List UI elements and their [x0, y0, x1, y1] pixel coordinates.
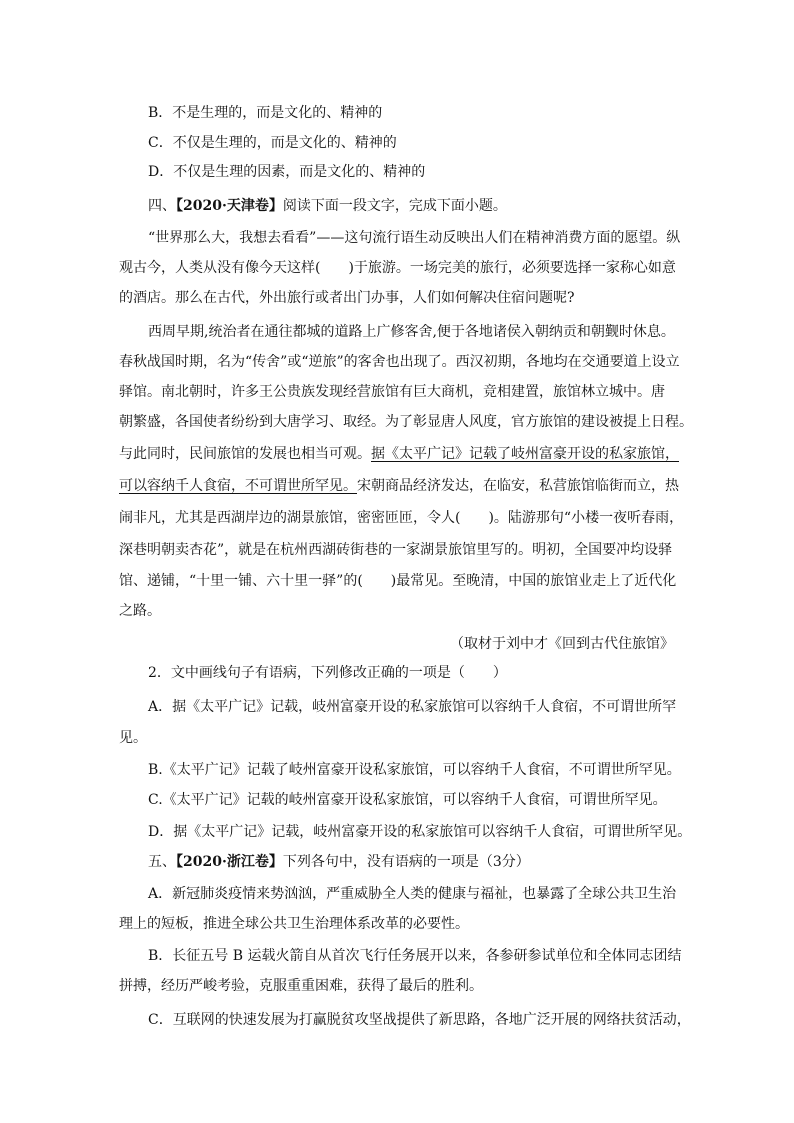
passage-p1-line1: “世界那么大，我想去看看”——这句流行语生动反映出人们在精神消费方面的愿望。纵: [148, 230, 681, 246]
section-5-instruction: 下列各句中，没有语病的一项是（3分）: [282, 854, 530, 870]
passage-p2-line6: [119, 476, 679, 496]
passage-source: （取材于刘中才《回到古代住旅馆》: [450, 636, 674, 652]
passage-p2-line9-b: )最常见。至晚清，中国的旅馆业走上了近代化: [390, 573, 677, 589]
passage-p2-line7-a: 闹非凡，尤其是西湖岸边的湖景旅馆，密密匝匝，令人(: [119, 510, 461, 526]
q5-option-c-line1: C．互联网的快速发展为打赢脱贫攻坚战提供了新思路，各地广泛开展的网络扶贫活动，: [148, 1012, 691, 1028]
q5-option-b-line2: 拼搏，经历严峻考验，克服重重困难，获得了最后的胜利。: [119, 978, 483, 994]
passage-p1-line2-b: )于旅游。一场完美的旅行，必须要选择一家称心如意: [348, 260, 676, 276]
q5-option-a-line1: A．新冠肺炎疫情来势汹汹，严重威胁全人类的健康与福祉，也暴露了全球公共卫生治: [148, 886, 677, 902]
section-4-tag: 【2020·天津卷】: [176, 198, 283, 214]
option-d-prev: D．不仅是生理的因素，而是文化的、精神的: [148, 164, 426, 180]
q2-option-c: C.《太平广记》记载的岐州富豪开设私家旅馆，可以容纳千人食宿，可谓世所罕见。: [148, 792, 667, 808]
q2-option-d: D．据《太平广记》记载，岐州富豪开设的私家旅馆可以容纳千人食宿，可谓世所罕见。: [148, 824, 692, 840]
option-b-prev: B．不是生理的，而是文化的、精神的: [148, 105, 383, 121]
q2-option-a-line2: 见。: [119, 730, 147, 746]
passage-p1-line3: 的酒店。那么在古代，外出旅行或者出门办事，人们如何解决住宿问题呢?: [119, 290, 575, 306]
passage-p2-line3: 驿馆。南北朝时，许多王公贵族发现经营旅馆有巨大商机，竞相建置，旅馆林立城中。唐: [119, 384, 665, 400]
section-5-heading: [148, 852, 530, 872]
passage-p2-line8: 深巷明朝卖杏花”，就是在杭州西湖砖街巷的一家湖景旅馆里写的。明初，全国要冲均设驿: [119, 542, 673, 558]
q5-option-b-line1: B．长征五号 B 运载火箭自从首次飞行任务展开以来，各参研参试单位和全体同志团结: [148, 948, 682, 964]
section-5-prefix: 五、: [148, 854, 176, 870]
passage-p2-line6-b: 宋朝商品经济发达，在临安，私营旅馆临街而立，热: [357, 478, 679, 494]
passage-p2-line2: 春秋战国时期，名为“传舍”或“逆旅”的客舍也出现了。西汉初期，各地均在交通要道上设立: [119, 354, 680, 370]
passage-p2-line4: 朝繁盛，各国使者纷纷到大唐学习、取经。为了彰显唐人风度，官方旅馆的建设被提上日程。: [119, 414, 693, 430]
option-c-prev: C．不仅是生理的，而是文化的、精神的: [148, 135, 397, 151]
section-4-instruction: 阅读下面一段文字，完成下面小题。: [282, 198, 507, 214]
passage-p1-line2-a: 观古今，人类从没有像今天这样(: [119, 260, 321, 276]
q2-stem: 2．文中画线句子有语病，下列修改正确的一项是（ ）: [148, 665, 507, 681]
passage-p2-line9: [119, 571, 676, 591]
underlined-sentence-part2: 可以容纳千人食宿，不可谓世所罕见。: [119, 478, 357, 494]
q2-option-b: B.《太平广记》记载了岐州富豪开设私家旅馆，可以容纳千人食宿，不可谓世所罕见。: [148, 762, 681, 778]
underlined-sentence-part1: 据《太平广记》记载了岐州富豪开设的私家旅馆，: [371, 446, 679, 462]
passage-p2-line5: [119, 444, 679, 464]
passage-p1-line2: [119, 258, 676, 278]
passage-p2-line1: 西周早期,统治者在通往都城的道路上广修客舍,便于各地诸侯入朝纳贡和朝觐时休息。: [148, 324, 675, 340]
section-4-prefix: 四、: [148, 198, 176, 214]
section-5-tag: 【2020·浙江卷】: [176, 854, 283, 870]
passage-p2-line5-a: 与此同时，民间旅馆的发展也相当可观。: [119, 446, 371, 462]
passage-p2-line7: [119, 508, 683, 528]
passage-p2-line7-b: )。陆游那句“小楼一夜听春雨，: [488, 510, 684, 526]
section-4-heading: [148, 196, 507, 216]
q5-option-a-line2: 理上的短板，推进全球公共卫生治理体系改革的必要性。: [119, 916, 469, 932]
q2-option-a-line1: A．据《太平广记》记载，岐州富豪开设的私家旅馆可以容纳千人食宿，不可谓世所罕: [148, 699, 677, 715]
passage-p2-line9-a: 馆、递铺，“十里一铺、六十里一驿”的(: [119, 573, 363, 589]
passage-p2-line10: 之路。: [119, 603, 161, 619]
